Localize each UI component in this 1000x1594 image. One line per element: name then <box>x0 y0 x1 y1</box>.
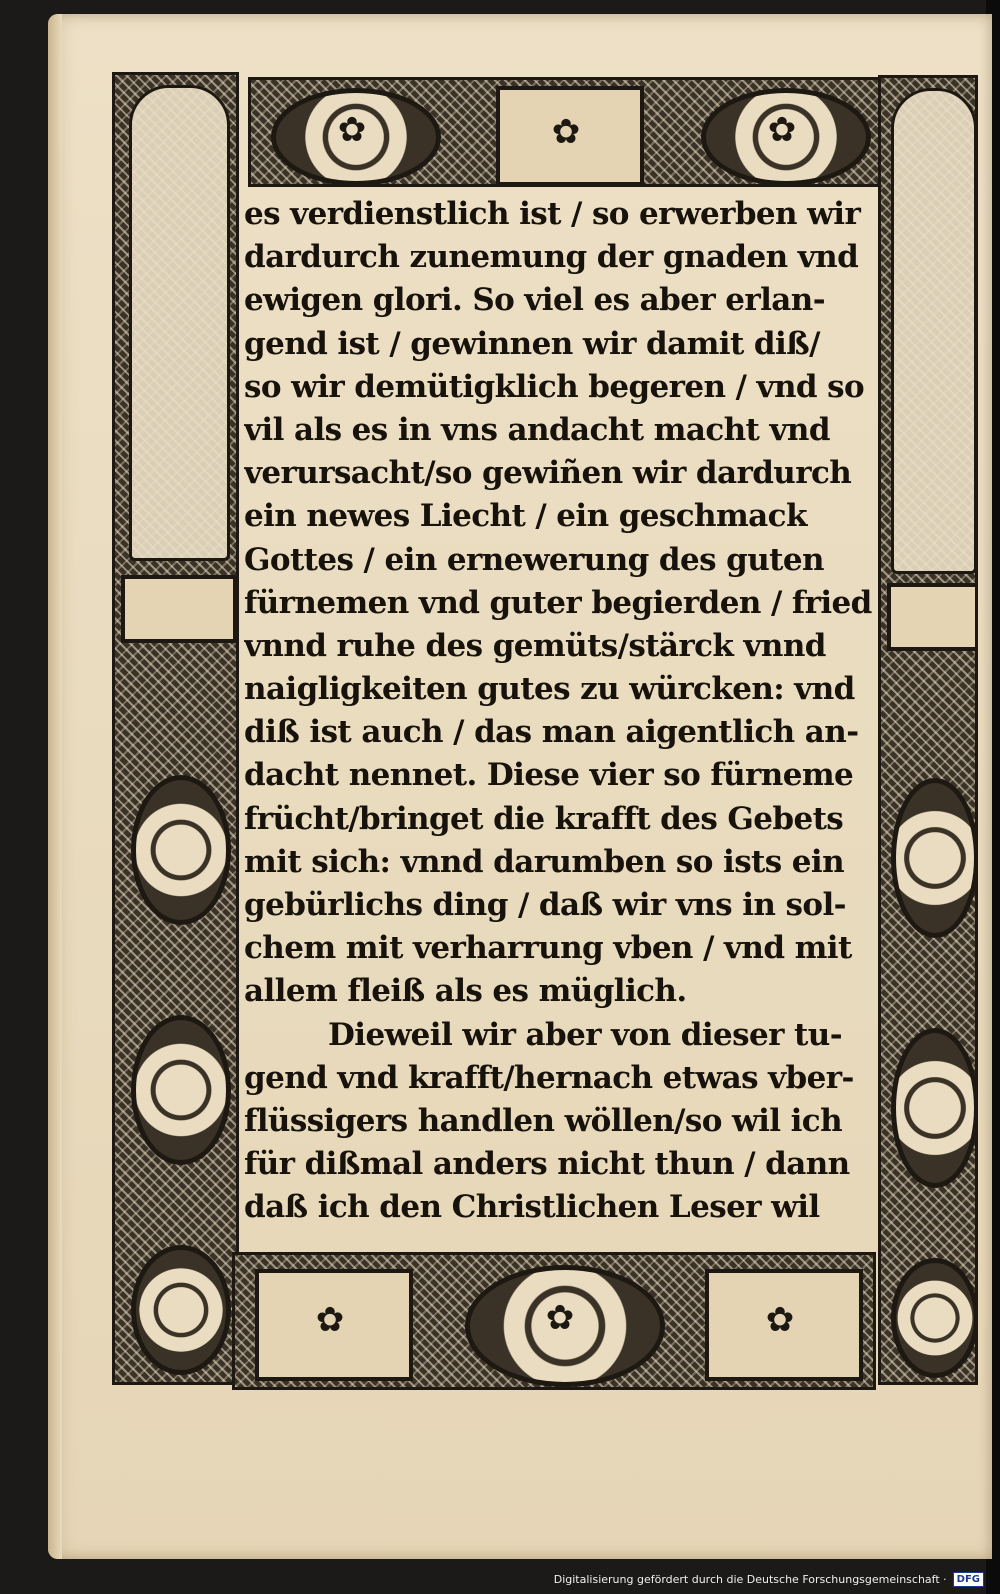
text-line-6: vil als es in vns andacht macht vnd <box>244 411 830 448</box>
text-line-5: so wir demütigklich begeren / vnd so <box>244 368 865 405</box>
text-line-20: Dieweil wir aber von dieser tu- <box>328 1016 842 1053</box>
text-line-10: fürnemen vnd guter begierden / fried <box>244 584 872 621</box>
text-line-9: Gottes / ein ernewerung des guten <box>244 541 824 578</box>
text-line-4: gend ist / gewinnen wir damit diß/ <box>244 325 820 362</box>
left-medallion-3 <box>131 1245 231 1375</box>
blackletter-text-block <box>244 193 874 1230</box>
text-line-3: ewigen glori. So viel es aber erlan- <box>244 282 825 319</box>
page-fold-shadow <box>48 14 62 1559</box>
bottom-center-rosette-icon: ✿ <box>545 1298 575 1338</box>
border-left-column <box>112 72 239 1385</box>
text-line-15: frücht/bringet die krafft des Gebets <box>244 800 844 837</box>
text-line-12: naigligkeiten gutes zu würcken: vnd <box>244 671 855 708</box>
right-medallion-3 <box>891 1258 978 1378</box>
bottom-right-rosette-icon: ✿ <box>765 1300 795 1340</box>
border-right-column <box>878 75 978 1385</box>
bottom-left-rosette-icon: ✿ <box>315 1300 345 1340</box>
left-medallion-1 <box>131 775 231 925</box>
text-line-11: vnnd ruhe des gemüts/stärck vnnd <box>244 627 826 664</box>
funding-credit: Digitalisierung gefördert durch die Deutsche Forschungsgemeinschaft · <box>553 1572 947 1586</box>
dfg-logo: DFG <box>953 1572 984 1587</box>
right-medallion-2 <box>891 1028 978 1188</box>
left-column-capital <box>121 575 237 643</box>
top-left-rosette-icon: ✿ <box>337 110 367 150</box>
text-line-13: diß ist auch / das man aigentlich an- <box>244 714 859 751</box>
text-line-7: verursacht/so gewiñen wir dardurch <box>244 455 852 492</box>
right-column-capital <box>887 583 978 651</box>
text-line-24: daß ich den Christlichen Leser wil <box>244 1189 820 1226</box>
left-medallion-2 <box>131 1015 231 1165</box>
right-saint-figure <box>891 88 977 574</box>
right-medallion-1 <box>891 778 978 938</box>
border-top-ornament <box>248 77 884 187</box>
border-bottom-ornament <box>232 1252 876 1390</box>
text-line-18: chem mit verharrung vben / vnd mit <box>244 930 852 967</box>
text-line-17: gebürlichs ding / daß wir vns in sol- <box>244 887 846 923</box>
top-right-rosette-icon: ✿ <box>767 110 797 150</box>
top-center-rosette-icon: ✿ <box>551 112 581 152</box>
text-line-2: dardurch zunemung der gnaden vnd <box>244 239 859 276</box>
left-saint-figure <box>129 85 230 561</box>
text-line-19: allem fleiß als es müglich. <box>244 973 687 1010</box>
text-line-22: flüssigers handlen wöllen/so wil ich <box>244 1102 843 1139</box>
text-line-8: ein newes Liecht / ein geschmack <box>244 498 807 535</box>
text-line-16: mit sich: vnnd darumben so ists ein <box>244 843 845 880</box>
text-line-1: es verdienstlich ist / so erwerben wir <box>244 196 861 232</box>
text-line-23: für dißmal anders nicht thun / dann <box>244 1146 850 1183</box>
text-line-21: gend vnd krafft/hernach etwas vber- <box>244 1059 854 1096</box>
digitization-footer <box>554 1568 984 1590</box>
text-line-14: dacht nennet. Diese vier so fürneme <box>244 757 854 794</box>
